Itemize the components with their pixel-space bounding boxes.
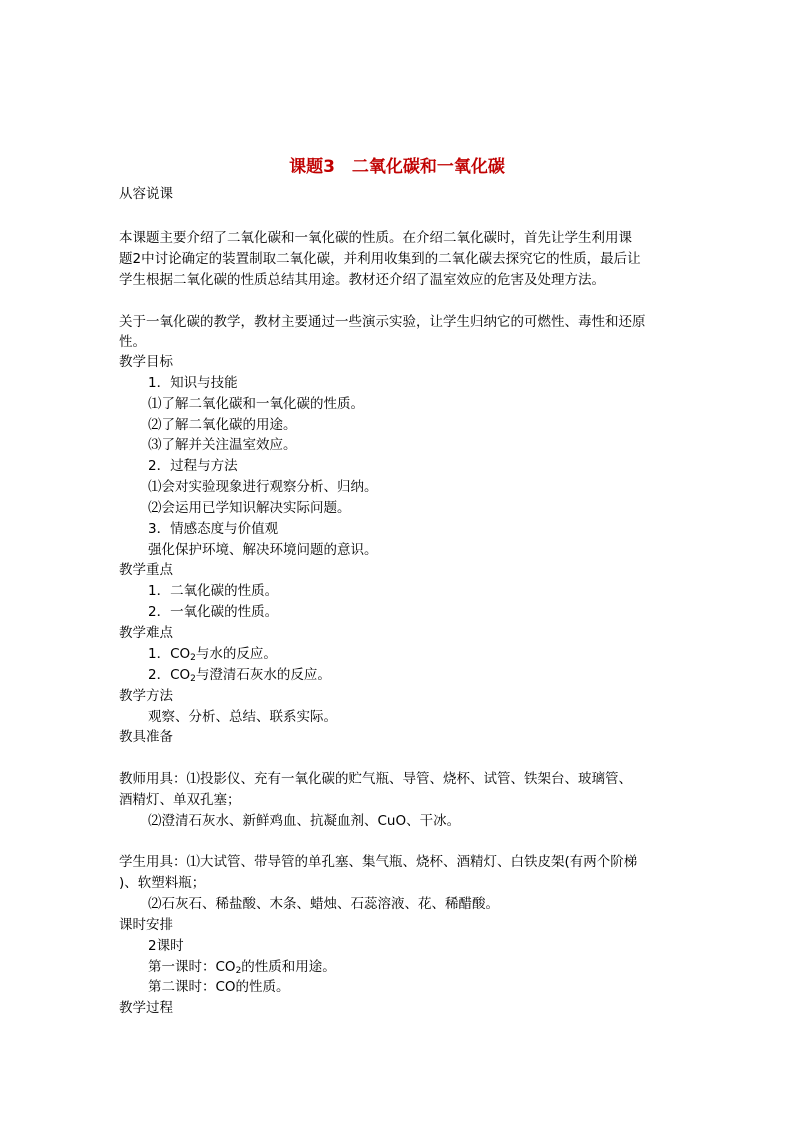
goals-heading: 教学目标 bbox=[119, 354, 173, 370]
student-equipment-line2: )、软塑料瓶； bbox=[119, 875, 206, 891]
goals-item: ⑴会对实验现象进行观察分析、归纳。 bbox=[148, 479, 378, 495]
intro-para1-line3: 学生根据二氧化碳的性质总结其用途。教材还介绍了温室效应的危害及处理方法。 bbox=[119, 272, 605, 288]
schedule-heading: 课时安排 bbox=[119, 917, 173, 933]
goals-item: ⑵会运用已学知识解决实际问题。 bbox=[148, 500, 351, 516]
schedule-second-lesson: 第二课时：CO的性质。 bbox=[148, 979, 290, 995]
intro-para2-line1: 关于一氧化碳的教学，教材主要通过一些演示实验，让学生归纳它的可燃性、毒性和还原 bbox=[119, 314, 646, 330]
keypoints-item: 1．二氧化碳的性质。 bbox=[148, 583, 279, 599]
intro-heading: 从容说课 bbox=[119, 186, 173, 202]
keypoints-item: 2．一氧化碳的性质。 bbox=[148, 604, 279, 620]
goals-item: 1．知识与技能 bbox=[148, 375, 238, 391]
methods-heading: 教学方法 bbox=[119, 688, 173, 704]
schedule-first-lesson: 第一课时：$CO_2$的性质和用途。 bbox=[148, 959, 336, 976]
equipment-heading: 教具准备 bbox=[119, 729, 173, 745]
goals-item: 3．情感态度与价值观 bbox=[148, 521, 279, 537]
goals-item: 强化保护环境、解决环境问题的意识。 bbox=[148, 542, 378, 558]
process-heading: 教学过程 bbox=[119, 1000, 173, 1016]
intro-para2-line2: 性。 bbox=[119, 334, 146, 350]
student-equipment-line3: ⑵石灰石、稀盐酸、木条、蜡烛、石蕊溶液、花、稀醋酸。 bbox=[148, 896, 499, 912]
goals-item: ⑵了解二氧化碳的用途。 bbox=[148, 417, 297, 433]
intro-para1-line2: 题2中讨论确定的装置制取二氧化碳，并利用收集到的二氧化碳去探究它的性质，最后让 bbox=[119, 251, 641, 267]
student-equipment-line1: 学生用具：⑴大试管、带导管的单孔塞、集气瓶、烧杯、酒精灯、白铁皮架(有两个阶梯 bbox=[119, 854, 638, 870]
difficulties-item: 2．$CO_2$与澄清石灰水的反应。 bbox=[148, 667, 331, 684]
teacher-equipment-line1: 教师用具：⑴投影仪、充有一氧化碳的贮气瓶、导管、烧杯、试管、铁架台、玻璃管、 bbox=[119, 771, 632, 787]
methods-text: 观察、分析、总结、联系实际。 bbox=[148, 709, 337, 725]
schedule-total: 2课时 bbox=[148, 938, 184, 954]
keypoints-heading: 教学重点 bbox=[119, 562, 173, 578]
goals-item: ⑶了解并关注温室效应。 bbox=[148, 437, 297, 453]
goals-item: 2．过程与方法 bbox=[148, 458, 238, 474]
difficulties-heading: 教学难点 bbox=[119, 625, 173, 641]
difficulties-item: 1．$CO_2$与水的反应。 bbox=[148, 646, 277, 663]
teacher-equipment-line3: ⑵澄清石灰水、新鲜鸡血、抗凝血剂、CuO、干冰。 bbox=[148, 813, 461, 829]
teacher-equipment-line2: 酒精灯、单双孔塞； bbox=[119, 792, 241, 808]
intro-para1-line1: 本课题主要介绍了二氧化碳和一氧化碳的性质。在介绍二氧化碳时，首先让学生利用课 bbox=[119, 230, 632, 246]
goals-item: ⑴了解二氧化碳和一氧化碳的性质。 bbox=[148, 396, 364, 412]
page-title: 课题3 二氧化碳和一氧化碳 bbox=[289, 157, 505, 177]
